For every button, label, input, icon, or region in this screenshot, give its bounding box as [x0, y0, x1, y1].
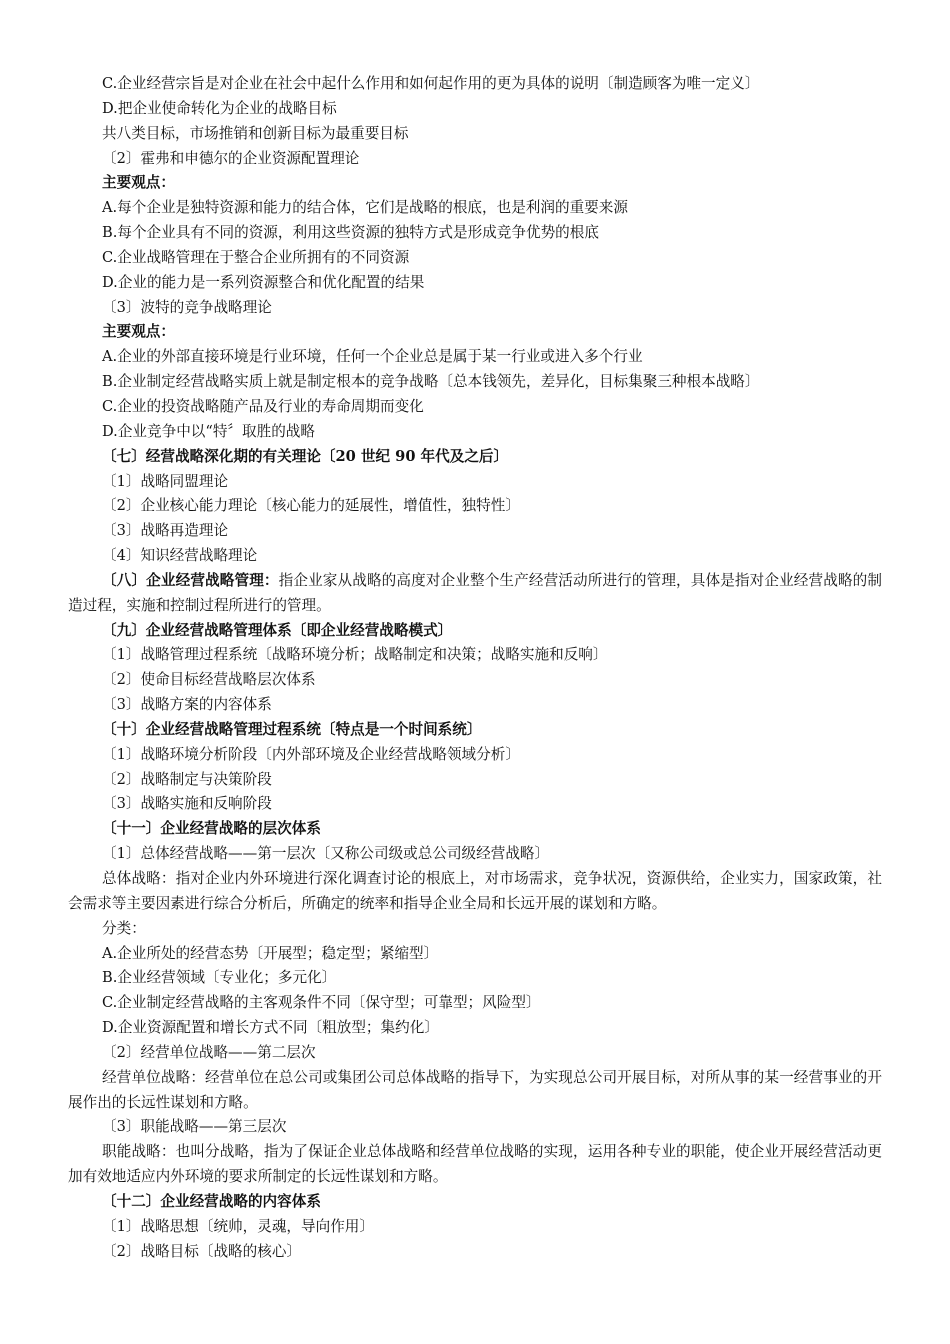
text-line: 〔2〕经营单位战略——第二层次 — [102, 1043, 316, 1061]
text-line: 〔4〕知识经营战略理论 — [102, 547, 258, 565]
section-heading: 〔十〕企业经营战略管理过程系统〔特点是一个时间系统〕 — [102, 720, 482, 738]
text-line: 〔3〕战略方案的内容体系 — [102, 696, 272, 714]
text-line: D.企业竞争中以“特〞取胜的战略 — [102, 422, 315, 440]
text-line: 〔1〕总体经营战略——第一层次〔又称公司级或总公司级经营战略〕 — [102, 845, 550, 863]
functional-strategy-paragraph: 职能战略：也叫分战略，指为了保证企业总体战略和经营单位战略的实现，运用各种专业的职能，使企业开展经营活动更加有效地适应内外环境的要求所制定的长远性谋划和方略。 — [68, 1143, 882, 1186]
text-line: 〔2〕企业核心能力理论〔核心能力的延展性，增值性，独特性〕 — [102, 497, 520, 515]
text-line: B.企业经营领域〔专业化；多元化〕 — [102, 969, 337, 987]
text-line: C.企业战略管理在于整合企业所拥有的不同资源 — [102, 248, 410, 266]
text-line: D.企业的能力是一系列资源整合和优化配置的结果 — [102, 273, 425, 291]
text-line: A.企业所处的经营态势〔开展型；稳定型；紧缩型〕 — [102, 944, 439, 962]
section-heading: 〔十二〕企业经营战略的内容体系 — [102, 1192, 321, 1210]
text-line: 〔1〕战略管理过程系统〔战略环境分析；战略制定和决策；战略实施和反响〕 — [102, 646, 608, 664]
text-line: A.企业的外部直接环境是行业环境，任何一个企业总是属于某一行业或进入多个行业 — [102, 348, 643, 366]
text-line: 〔1〕战略思想〔统帅，灵魂，导向作用〕 — [102, 1217, 374, 1235]
text-line: 分类： — [102, 919, 146, 937]
text-line: D.把企业使命转化为企业的战略目标 — [102, 99, 337, 117]
text-line: 〔3〕战略实施和反响阶段 — [102, 795, 272, 813]
section-heading: 〔七〕经营战略深化期的有关理论〔20 世纪 90 年代及之后〕 — [102, 447, 509, 465]
text-line: C.企业经营宗旨是对企业在社会中起什么作用和如何起作用的更为具体的说明〔制造顾客为唯一定义〕 — [102, 75, 760, 92]
text-line: 〔2〕战略目标〔战略的核心〕 — [102, 1242, 302, 1260]
text-line: 〔1〕战略环境分析阶段〔内外部环境及企业经营战略领域分析〕 — [102, 745, 520, 763]
paragraph-body: 指企业家从战略的高度对企业整个生产经营活动所进行的管理，具体是指对企业经营战略的制造过程，实施和控制过程所进行的管理。 — [68, 571, 882, 614]
text-line: 〔1〕战略同盟理论 — [102, 472, 229, 490]
text-line: B.每个企业具有不同的资源，利用这些资源的独特方式是形成竞争优势的根底 — [102, 224, 599, 242]
text-line: B.企业制定经营战略实质上就是制定根本的竞争战略〔总本钱领先，差异化，目标集聚三种根本战略〕 — [102, 373, 760, 391]
overall-strategy-paragraph: 总体战略：指对企业内外环境进行深化调查讨论的根底上，对市场需求，竞争状况，资源供给，企业实力，国家政策，社会需求等主要因素进行综合分析后，所确定的统率和指导企业全局和长远开展的谋划和方略。 — [68, 870, 882, 912]
text-line: C.企业制定经营战略的主客观条件不同〔保守型；可靠型；风险型〕 — [102, 994, 541, 1012]
section-heading: 〔十一〕企业经营战略的层次体系 — [102, 820, 321, 838]
definition-paragraph — [68, 569, 882, 619]
unit-strategy-paragraph: 经营单位战略：经营单位在总公司或集团公司总体战略的指导下，为实现总公司开展目标，对所从事的某一经营事业的开展作出的长远性谋划和方略。 — [68, 1068, 882, 1111]
text-line: A.每个企业是独特资源和能力的结合体，它们是战略的根底，也是利润的重要来源 — [102, 199, 628, 217]
text-line: 〔2〕霍弗和申德尔的企业资源配置理论 — [102, 149, 360, 167]
text-line: 〔3〕职能战略——第三层次 — [102, 1118, 287, 1136]
section-heading: 〔九〕企业经营战略管理体系〔即企业经营战略模式〕 — [102, 621, 453, 639]
section-heading: 〔八〕企业经营战略管理： — [102, 571, 279, 589]
text-line: 〔3〕波特的竞争战略理论 — [102, 298, 272, 316]
text-line: 〔3〕战略再造理论 — [102, 522, 229, 540]
text-line: D.企业资源配置和增长方式不同〔粗放型；集约化〕 — [102, 1019, 439, 1037]
subheading: 主要观点： — [102, 174, 175, 192]
text-line: 共八类目标，市场推销和创新目标为最重要目标 — [102, 124, 409, 142]
subheading: 主要观点： — [102, 323, 175, 341]
text-line: 〔2〕战略制定与决策阶段 — [102, 770, 272, 788]
text-line: 〔2〕使命目标经营战略层次体系 — [102, 671, 316, 689]
text-line: C.企业的投资战略随产品及行业的寿命周期而变化 — [102, 397, 424, 415]
